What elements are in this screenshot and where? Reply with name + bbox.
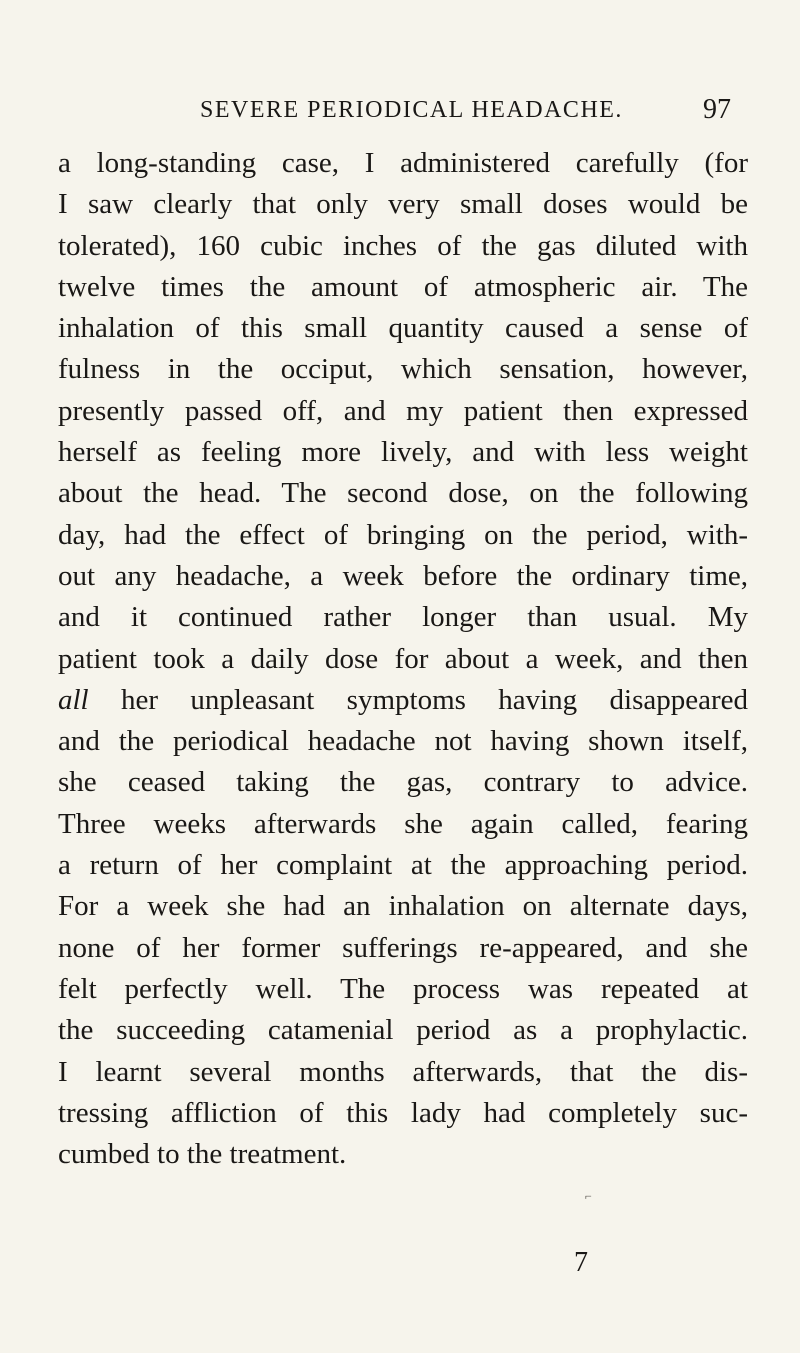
line-text: day, had the effect of bringing on the period, with- xyxy=(58,518,748,551)
line-text: herself as feeling more lively, and with less weight xyxy=(58,436,748,469)
text-line xyxy=(58,969,748,1010)
text-line xyxy=(58,597,748,638)
running-title: SEVERE PERIODICAL HEADACHE. xyxy=(200,97,623,123)
page-number: 97 xyxy=(703,94,731,125)
line-text: a return of her complaint at the approaching period. xyxy=(58,849,748,882)
text-line xyxy=(58,721,748,762)
line-text: out any headache, a week before the ordinary time, xyxy=(58,559,748,592)
text-line xyxy=(58,680,748,721)
line-text: and it continued rather longer than usual. My xyxy=(58,601,748,634)
line-text: twelve times the amount of atmospheric air. The xyxy=(58,270,748,303)
text-line xyxy=(58,762,748,803)
line-text: fulness in the occiput, which sensation, however, xyxy=(58,353,748,386)
line-text: the succeeding catamenial period as a prophylactic. xyxy=(58,1014,748,1047)
line-text: a long-standing case, I administered carefully (for xyxy=(58,147,748,179)
text-line xyxy=(58,515,748,556)
text-line xyxy=(58,349,748,390)
text-line xyxy=(58,928,748,969)
line-text: patient took a daily dose for about a week, and then xyxy=(58,642,748,675)
text-line xyxy=(58,308,748,349)
text-line xyxy=(58,804,748,845)
text-line xyxy=(58,556,748,597)
text-line xyxy=(58,1093,748,1134)
text-line xyxy=(58,143,748,184)
line-text: felt perfectly well. The process was repeated at xyxy=(58,972,748,1005)
text-line xyxy=(58,1010,748,1051)
line-text: and the periodical headache not having shown itself, xyxy=(58,725,748,758)
text-line xyxy=(58,391,748,432)
text-line xyxy=(58,473,748,514)
line-text: I saw clearly that only very small doses would be xyxy=(58,188,748,221)
text-line xyxy=(58,1052,748,1093)
line-text: I learnt several months afterwards, that the dis- xyxy=(58,1055,748,1088)
text-line xyxy=(58,432,748,473)
line-text: inhalation of this small quantity caused a sense of xyxy=(58,312,748,345)
line-text: tolerated), 160 cubic inches of the gas diluted with xyxy=(58,229,748,262)
running-head xyxy=(0,90,800,130)
line-text: none of her former sufferings re-appeared, and she xyxy=(58,931,748,964)
line-text: Three weeks afterwards she again called, fearing xyxy=(58,807,748,840)
signature-mark: ⌐ xyxy=(585,1189,592,1203)
text-line xyxy=(58,639,748,680)
text-line xyxy=(58,226,748,267)
text-line xyxy=(58,267,748,308)
text-line xyxy=(58,845,748,886)
printer-signature: 7 xyxy=(574,1247,588,1278)
line-text: For a week she had an inhalation on alternate days, xyxy=(58,890,748,923)
body-text xyxy=(58,143,748,1175)
line-text: tressing affliction of this lady had completely suc- xyxy=(58,1096,748,1129)
text-line xyxy=(58,886,748,927)
line-text: about the head. The second dose, on the following xyxy=(58,477,748,510)
text-line xyxy=(58,1134,748,1175)
text-line xyxy=(58,184,748,225)
line-text: cumbed to the treatment. xyxy=(58,1138,347,1171)
line-text: presently passed off, and my patient then expressed xyxy=(58,394,748,427)
line-text: her unpleasant symptoms having disappeared xyxy=(88,683,748,716)
italic-word: all xyxy=(58,683,89,716)
line-text: she ceased taking the gas, contrary to advice. xyxy=(58,766,748,799)
